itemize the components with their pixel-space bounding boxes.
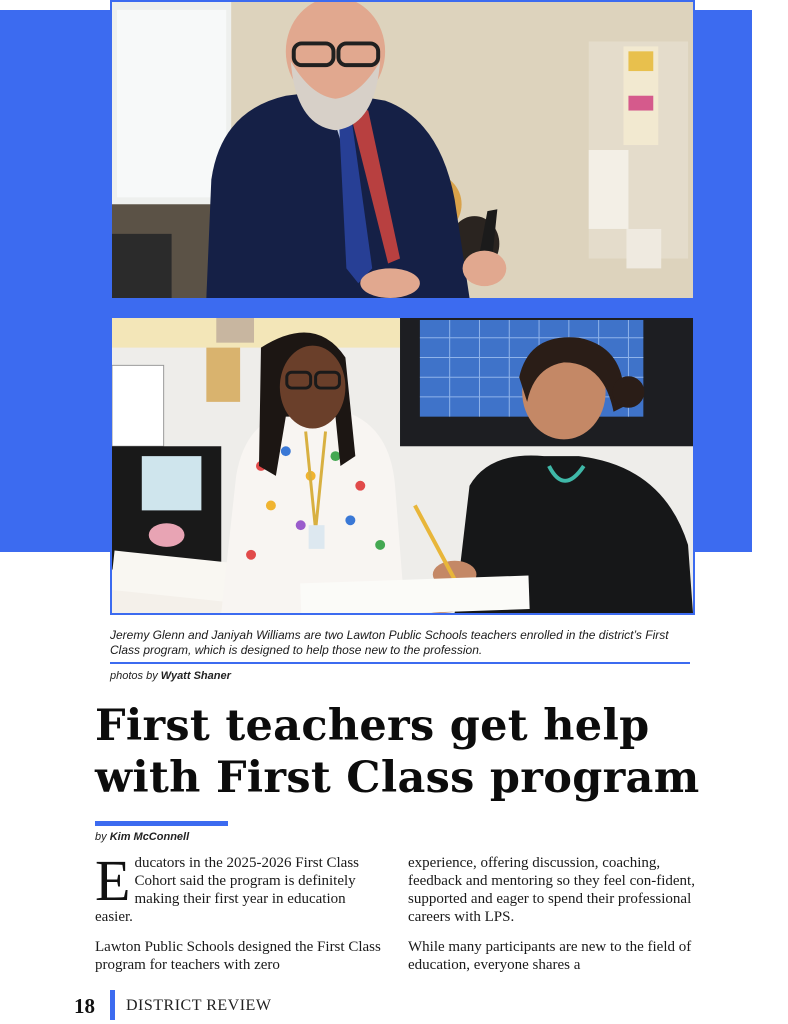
caption-divider <box>110 662 690 664</box>
body-paragraph-1 <box>95 848 385 926</box>
photo-teacher-jeremy-glenn <box>110 0 695 300</box>
headline-underline <box>95 821 228 826</box>
byline-prefix: by <box>95 831 107 843</box>
article-column-left <box>95 848 385 986</box>
page-number: 18 <box>74 994 95 1018</box>
byline <box>95 831 189 843</box>
body-paragraph-4: While many participants are new to the field of education, everyone shares a <box>408 939 692 973</box>
drop-cap: E <box>95 848 131 913</box>
article-headline: First teachers get help with First Class program <box>95 701 700 803</box>
photo-teacher-janiyah-williams <box>110 316 695 615</box>
body-paragraph-1-text: ducators in the 2025-2026 First Class Cohort said the program is definitely making their first year in education easier. <box>95 855 360 925</box>
footer-divider <box>110 990 115 1020</box>
photo-credit-prefix: photos by <box>110 670 158 682</box>
photographer-name: Wyatt Shaner <box>160 670 231 682</box>
author-name: Kim McConnell <box>109 831 190 843</box>
photo-caption: Jeremy Glenn and Janiyah Williams are two Lawton Public Schools teachers enrolled in the district’s First Class program, which is designed to help those new to the profession. <box>110 628 669 657</box>
publication-name: DISTRICT REVIEW <box>126 997 272 1014</box>
body-paragraph-3: experience, offering discussion, coaching, feedback and mentoring so they feel con-fident, supported and eager to spend their professional careers with LPS. <box>408 855 695 925</box>
body-paragraph-2: Lawton Public Schools designed the First Class program for teachers with zero <box>95 939 381 973</box>
article-column-right <box>408 854 703 986</box>
photo-credit <box>110 670 231 682</box>
